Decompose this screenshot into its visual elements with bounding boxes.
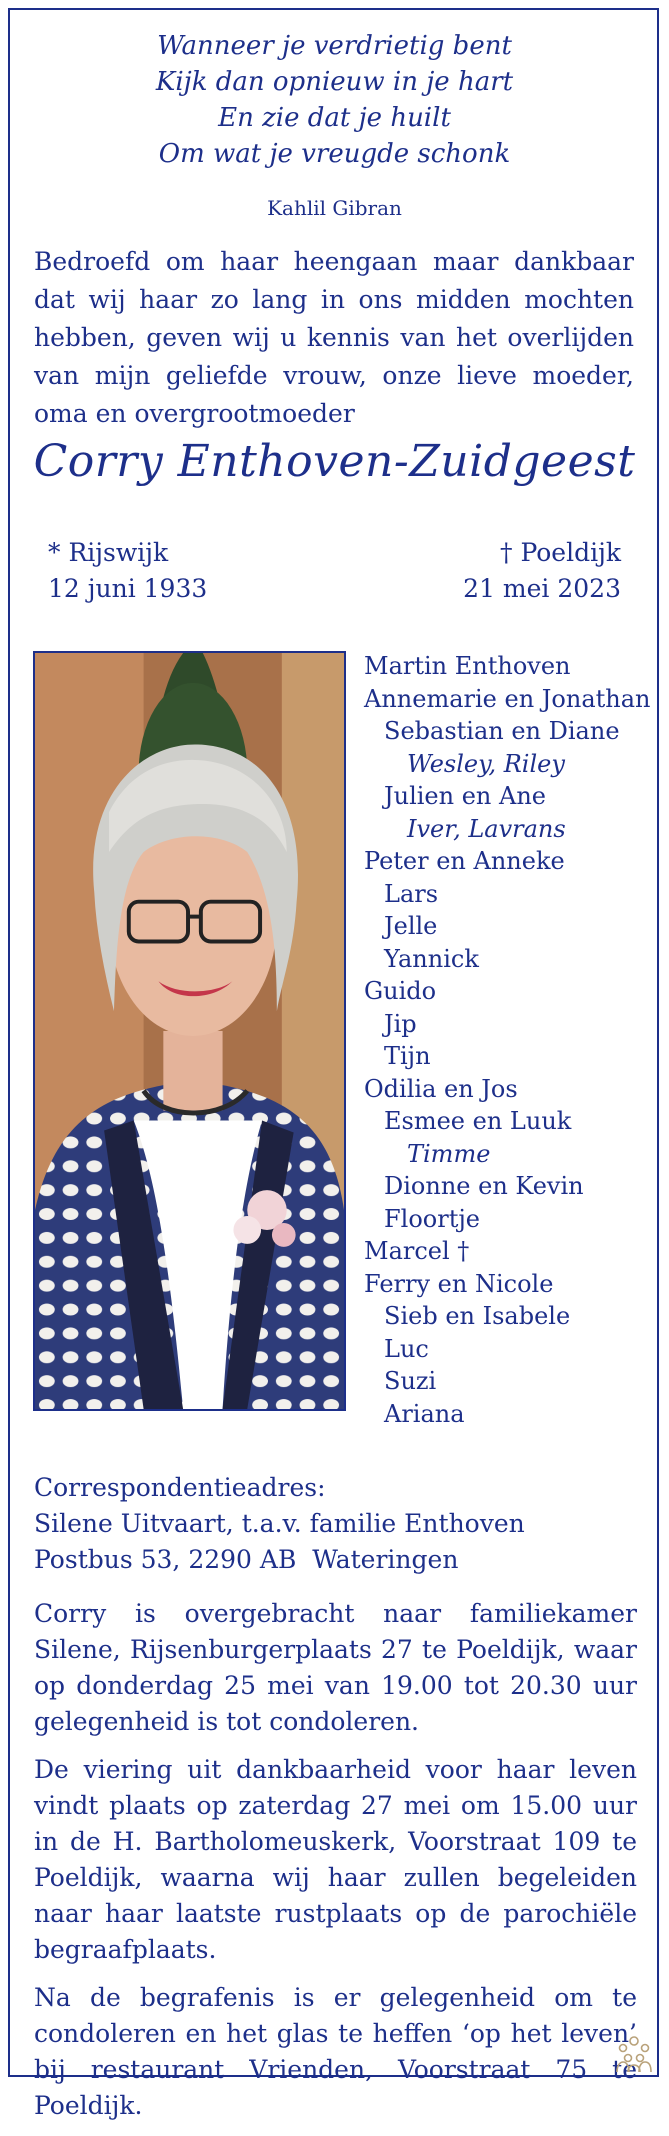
death-place: † Poeldijk [500,538,621,567]
family-member: Dionne en Kevin [384,1172,584,1200]
poem-line: Kijk dan opnieuw in je hart [155,67,514,97]
portrait-illustration [35,653,344,1409]
paragraph-ceremony: De viering uit dankbaarheid voor haar leven vindt plaats op zaterdag 27 mei om 15.00 uur in de H. Bartholomeuskerk, Voorstraat 109 te Poeldijk, waarna wij haar zullen begeleiden naar haar laatste rustplaats op de parochiële begraafplaats. [34,1755,637,1964]
birth-date: 12 juni 1933 [48,574,208,603]
family-member: Sebastian en Diane [384,717,620,745]
death-info [463,535,621,607]
family-member: Annemarie en Jonathan [364,684,651,713]
birth-place: * Rijswijk [48,538,169,567]
service-details [34,1596,637,2136]
family-member: Sieb en Isabele [384,1302,571,1330]
family-member: Esmee en Luuk [384,1107,572,1135]
address-line: Silene Uitvaart, t.a.v. familie Enthoven [34,1509,525,1538]
portrait-photo [33,651,346,1411]
poem-line: Om wat je vreugde schonk [158,139,511,169]
family-member: Timme [407,1139,491,1168]
family-member: Jip [384,1009,417,1038]
family-member: Wesley, Riley [407,749,565,778]
family-member: Peter en Anneke [364,847,565,875]
family-member: Suzi [384,1367,437,1395]
death-date: 21 mei 2023 [463,574,621,603]
address-line: Postbus 53, 2290 AB Wateringen [34,1545,459,1574]
family-member: Guido [364,977,437,1005]
logo-icon-graphic [614,2034,654,2074]
poem-author: Kahlil Gibran [267,196,402,220]
paragraph-reception: Na de begrafenis is er gelegenheid om te condoleren en het glas te heffen ‘op het leven’ bij restaurant Vrienden, Voorstraat 75 te Poeldijk. [34,1983,637,2120]
family-member: Ferry en Nicole [364,1269,554,1298]
family-member: Martin Enthoven [364,652,571,680]
correspondence-address [34,1470,634,1578]
family-member: Tijn [384,1042,431,1070]
intro-text: Bedroefd om haar heengaan maar dankbaar dat wij haar zo lang in ons midden mochten hebben, geven wij u kennis van het overlijden van mijn geliefde vrouw, onze lieve moeder, oma en overgrootmoeder [34,247,634,428]
family-member: Marcel † [364,1237,470,1265]
deceased-name: Corry Enthoven-Zuidgeest [33,436,636,487]
poem-line: En zie dat je huilt [218,103,451,133]
paragraph-condolence: Corry is overgebracht naar familiekamer Silene, Rijsenburgerplaats 27 te Poeldijk, waar op donderdag 25 mei van 19.00 tot 20.30 uur gelegenheid is tot condoleren. [34,1599,637,1736]
family-member: Yannick [384,944,479,973]
family-member: Floortje [384,1204,480,1233]
birth-info [48,535,207,607]
poem-line: Wanneer je verdrietig bent [157,31,512,61]
family-member: Odilia en Jos [364,1074,518,1103]
people-group-logo-icon [614,2034,654,2074]
family-list [364,650,654,1430]
family-member: Ariana [384,1399,465,1428]
family-member: Julien en Ane [384,782,546,810]
family-member: Lars [384,879,439,908]
family-member: Luc [384,1334,429,1363]
poem [0,28,669,172]
family-member: Jelle [384,912,438,940]
address-heading: Correspondentieadres: [34,1473,326,1502]
family-member: Iver, Lavrans [407,814,566,843]
